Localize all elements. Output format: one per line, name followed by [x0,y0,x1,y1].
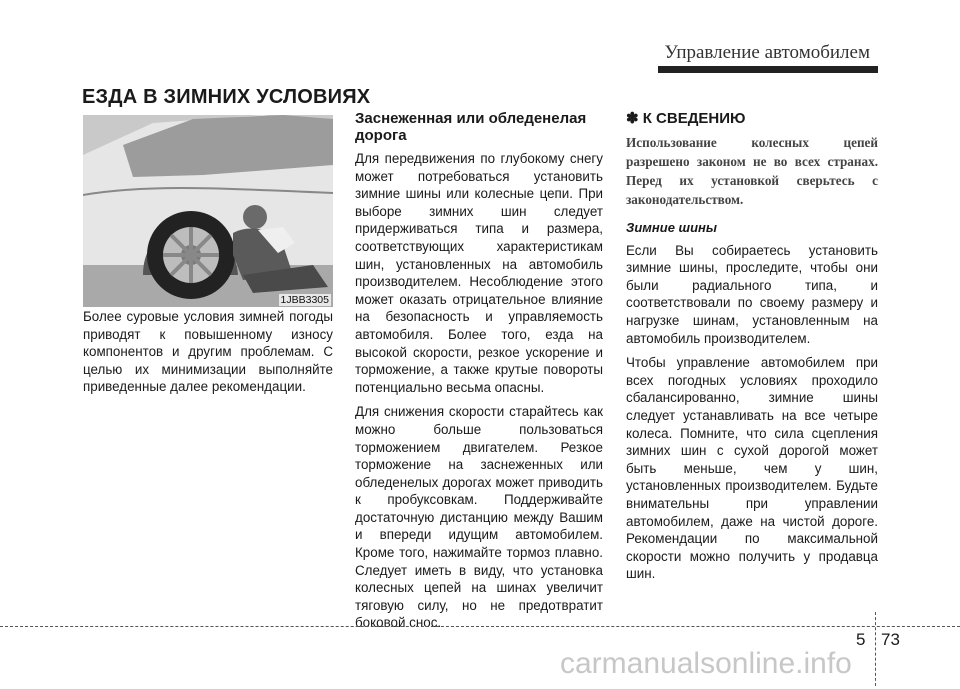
chapter-number: 5 [856,630,866,649]
intro-column [83,308,333,396]
snowy-road-paragraph-1: Для передвижения по глубокому снегу может потребоваться установить зимние шины или колесные цепи. При выборе зимних шин следует придерживаться типа и размера, соответствующих характеристикам шин, установленных на автомобиль производителем. Несоблюдение этого может оказать отрицательное влияние на безопасность и управляемость автомобиля. Более того, езда на высокой скорости, резкое ускорение и торможение, а также крутые повороты потенциально весьма опасны. [355,151,603,395]
snowy-road-paragraph-2: Для снижения скорости старайтесь как можно больше пользоваться торможением двигателем. Резкое торможение на заснеженных или обледенелых дорогах может приводить к пробуксовкам. Поддерживайте достаточную дистанцию между Вашим и впереди идущим автомобилем. Кроме того, нажимайте тормоз плавно. Следует иметь в виду, что установка колесных цепей на шинах увеличит тяговую силу, но не предотвратит боковой снос. [355,404,603,631]
intro-paragraph: Более суровые условия зимней погоды приводят к повышенному износу компонентов и другим проблемам. С целью их минимизации выполняйте приведенные далее рекомендации. [83,309,333,395]
footer-rule [0,626,960,627]
page-number: 73 [881,630,900,649]
info-heading: ✽ К СВЕДЕНИЮ [626,110,746,127]
watermark: carmanualsonline.info [560,647,852,680]
winter-tires-paragraph-2: Чтобы управление автомобилем при всех погодных условиях проходило сбалансированно, зимние шины следует устанавливать на все четыре колеса. Помните, что сила сцепления зимних шин с сухой дорогой может быть меньше, чем у шин, установленных производителем. Будьте внимательны при управлении автомобилем, даже на чистой дороге. Рекомендации по максимальной скорости можно получить у продавца шин. [626,355,878,582]
snowy-road-column [355,110,603,639]
info-intro: Использование колесных цепей разрешено законом не во всех странах. Перед их установкой сверьтесь с законодательством. [626,135,878,207]
car-tire-drawing [83,115,333,307]
header-rule [658,66,878,73]
winter-tires-subheading: Зимние шины [626,220,717,235]
section-title: ЕЗДА В ЗИМНИХ УСЛОВИЯХ [82,86,371,108]
winter-tires-paragraph-1: Если Вы собираетесь установить зимние шины, проследите, чтобы они были радиального типа, и соответствовали по своему размеру и нагрузке шинам, установленным на автомобиль производителем. [626,242,878,346]
footer-divider [875,612,876,686]
info-column [626,110,878,590]
snowy-road-heading: Заснеженная или обледенелая дорога [355,110,587,144]
figure-code: 1JBB3305 [280,294,329,306]
running-header: Управление автомобилем [664,42,870,63]
winter-tire-illustration [83,115,333,307]
